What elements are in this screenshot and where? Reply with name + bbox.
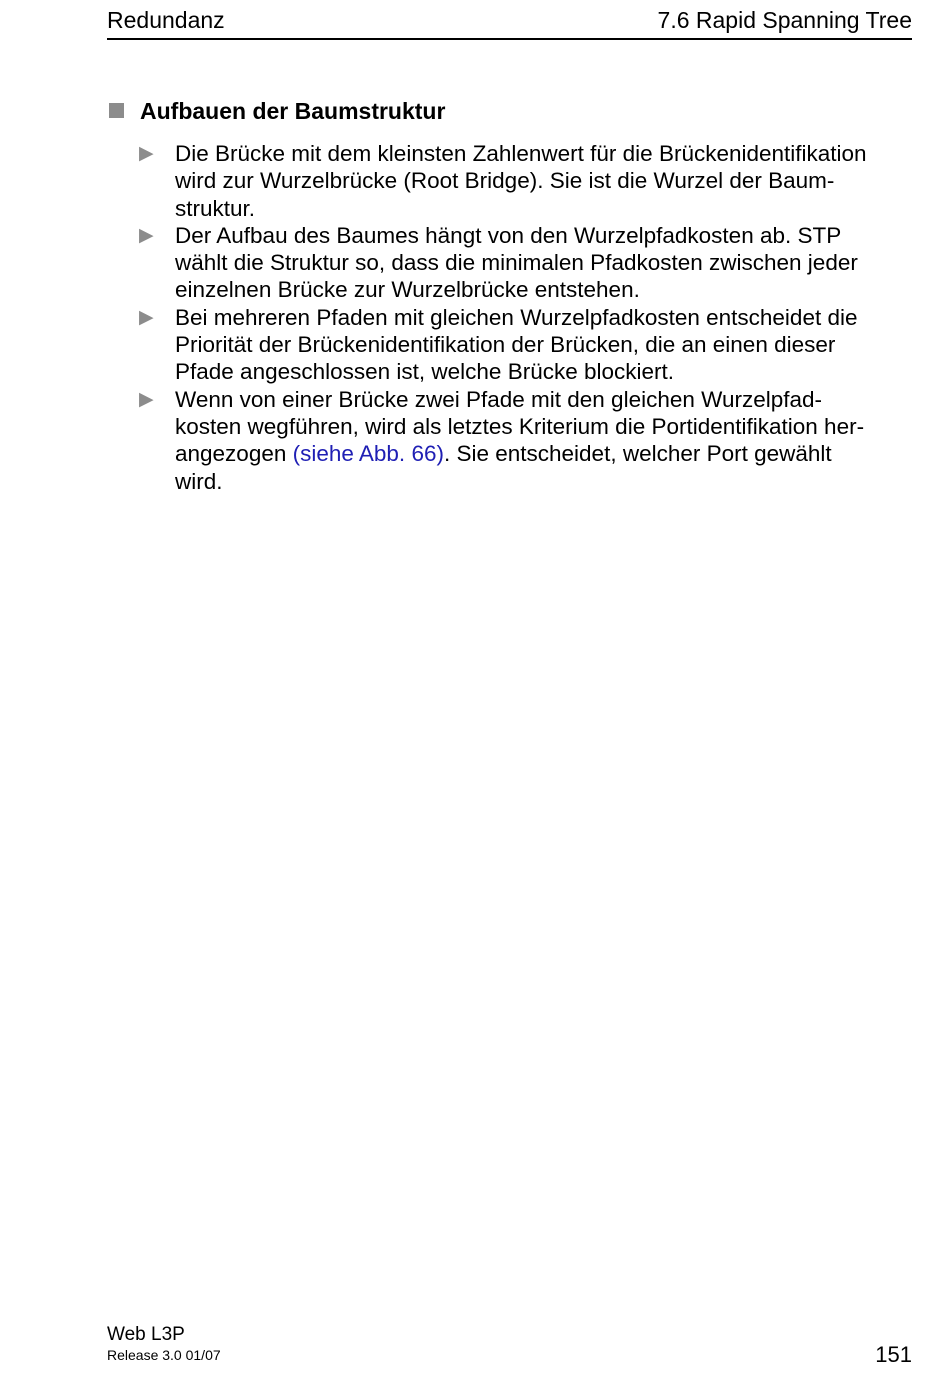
list-item-text: angezogen (175, 441, 293, 467)
list-item-line (175, 440, 927, 467)
list-item (137, 386, 927, 495)
list-item (137, 304, 927, 386)
list-item-line: wählt die Struktur so, dass die minimalen Pfadkosten zwischen jeder (175, 250, 858, 276)
footer-product-name: Web L3P (107, 1324, 185, 1345)
footer-release-info: Release 3.0 01/07 (107, 1347, 221, 1363)
list-item-line: struktur. (175, 195, 256, 221)
bullet-list (137, 140, 927, 495)
list-item-text: . Sie entscheidet, welcher Port gewählt (443, 441, 832, 467)
list-item-line: Wenn von einer Brücke zwei Pfade mit den gleichen Wurzelpfad- (175, 386, 823, 412)
running-header-section: 7.6 Rapid Spanning Tree (657, 7, 912, 33)
list-item (137, 140, 927, 222)
list-item-line: einzelnen Brücke zur Wurzelbrücke entstehen. (175, 277, 640, 303)
triangle-right-icon: ▶ (139, 388, 154, 410)
square-bullet-icon (109, 103, 124, 118)
triangle-right-icon: ▶ (139, 306, 154, 328)
list-item (137, 222, 927, 304)
figure-reference-link[interactable]: (siehe Abb. 66) (292, 441, 444, 467)
triangle-right-icon: ▶ (139, 143, 154, 164)
header-rule (107, 38, 912, 40)
list-item-line: wird zur Wurzelbrücke (Root Bridge). Sie ist die Wurzel der Baum- (175, 168, 835, 194)
section-heading: Aufbauen der Baumstruktur (140, 98, 446, 124)
list-item-line: Pfade angeschlossen ist, welche Brücke blockiert. (175, 359, 675, 385)
triangle-right-icon: ▶ (139, 224, 154, 246)
list-item-line: Die Brücke mit dem kleinsten Zahlenwert für die Brückenidentifikation (175, 141, 867, 166)
list-item-line: Priorität der Brückenidentifikation der Brücken, die an einen dieser (175, 332, 836, 358)
list-item-line: kosten wegführen, wird als letztes Kriterium die Portidentifikation her- (175, 413, 865, 439)
running-header-chapter: Redundanz (107, 7, 225, 33)
list-item-line: wird. (175, 468, 223, 494)
list-item-line: Der Aufbau des Baumes hängt von den Wurzelpfadkosten ab. STP (175, 222, 842, 248)
page-number: 151 (875, 1342, 912, 1367)
list-item-line: Bei mehreren Pfaden mit gleichen Wurzelpfadkosten entscheidet die (175, 304, 858, 330)
